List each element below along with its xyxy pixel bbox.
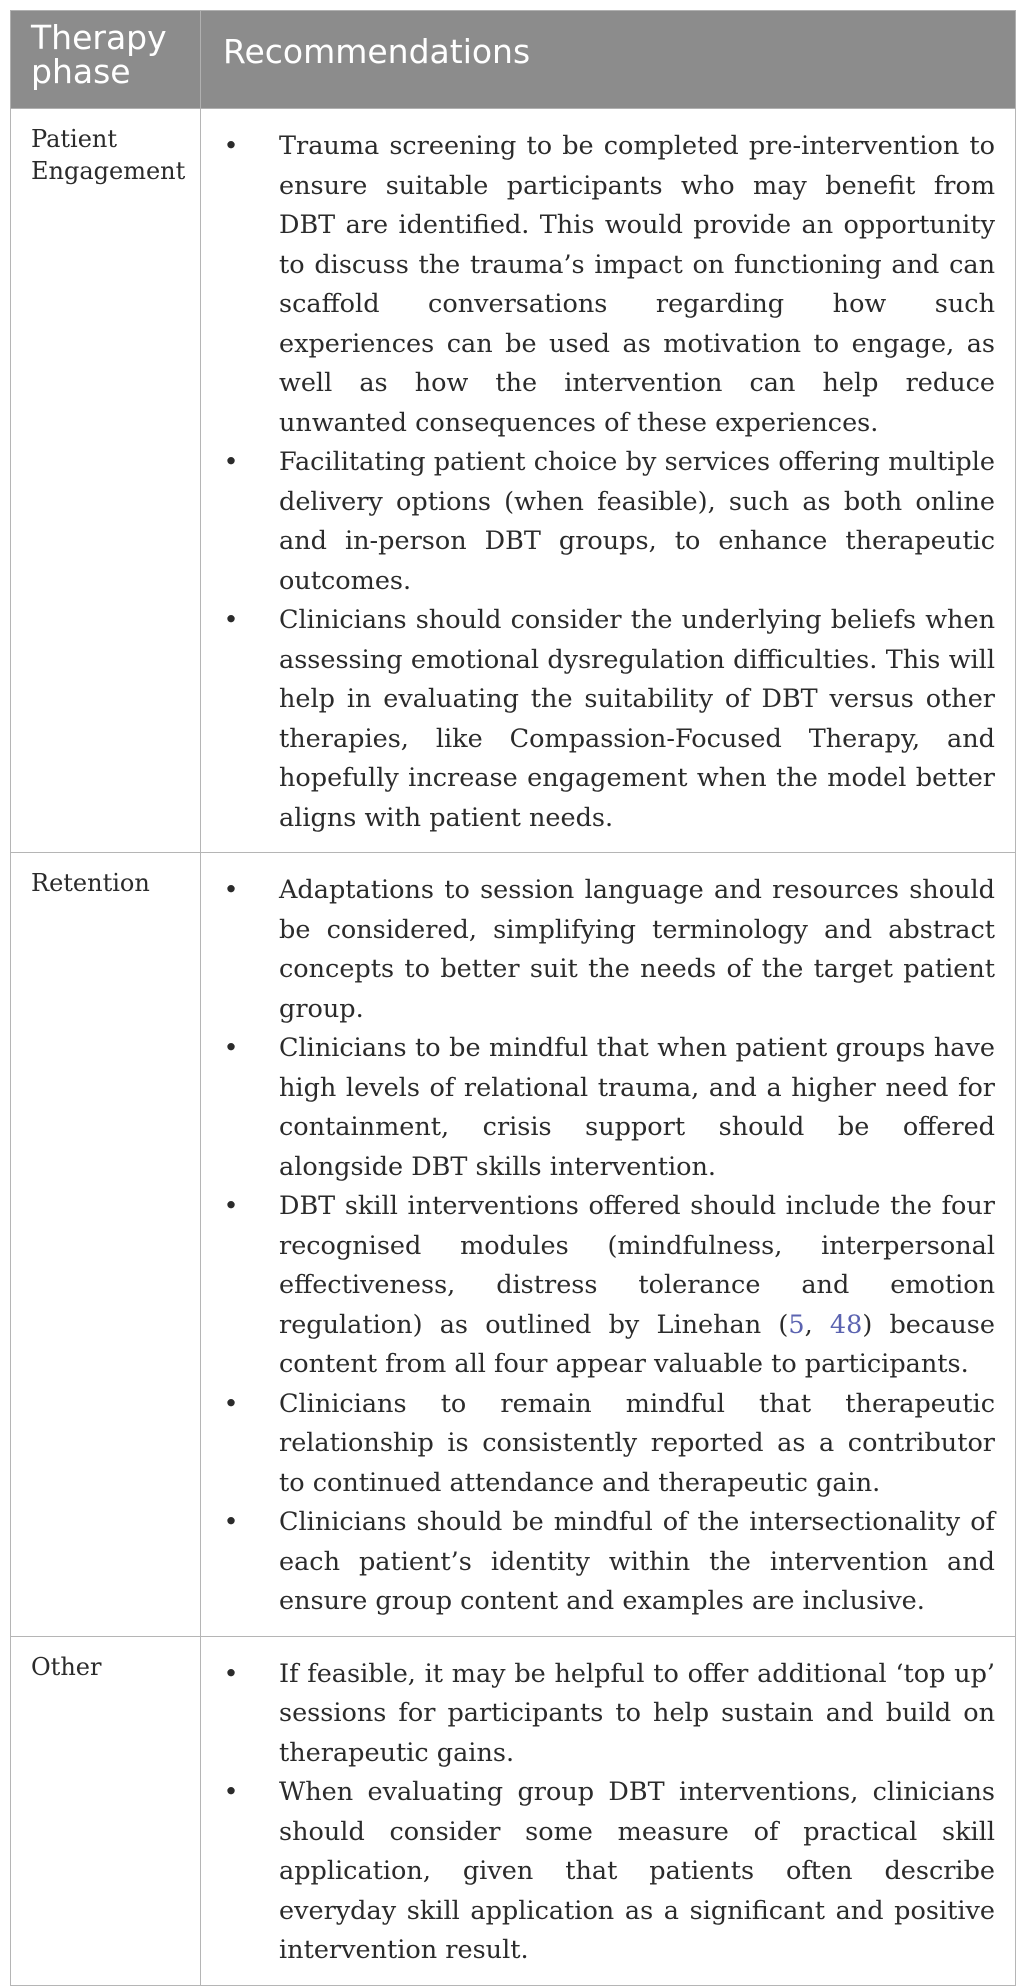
table-header-row: [11, 11, 1016, 109]
list-item: [201, 871, 995, 1029]
reference-link-48[interactable]: 48: [829, 1309, 863, 1340]
phase-cell: Retention: [11, 853, 201, 1637]
recommendation-text: Clinicians should consider the underlying beliefs when assessing emotional dysregulation difficulties. This will help in evaluating the suitability of DBT versus other therapies, like Compassion-Focused Therapy, and hopefully increase engagement when the model better aligns with patient needs.: [279, 605, 995, 833]
header-therapy-phase: Therapy phase: [11, 11, 201, 109]
bullet-icon: •: [223, 447, 239, 477]
list-item: [201, 1503, 995, 1622]
recommendations-table-container: [10, 10, 1015, 1986]
recommendation-list: [201, 871, 995, 1622]
recommendation-list: [201, 1655, 995, 1971]
bullet-icon: •: [223, 1191, 239, 1221]
recommendation-text: [279, 1191, 995, 1379]
table-row: [11, 1636, 1016, 1985]
recommendation-list: [201, 127, 995, 838]
list-item: [201, 1029, 995, 1187]
recommendation-text: If feasible, it may be helpful to offer additional ‘top up’ sessions for participants to help sustain and build on therapeutic gains.: [279, 1658, 995, 1768]
bullet-icon: •: [223, 131, 239, 161]
list-item: [201, 1655, 995, 1774]
recommendations-cell: [201, 109, 1016, 853]
list-item: [201, 443, 995, 601]
list-item: [201, 127, 995, 443]
list-item: [201, 1773, 995, 1971]
recommendation-text: Clinicians to remain mindful that therapeutic relationship is consistently reported as a contributor to continued attendance and therapeutic gain.: [279, 1388, 995, 1498]
recommendation-text-after: ) because content from all four appear valuable to participants.: [279, 1309, 995, 1379]
reference-link-5[interactable]: 5: [788, 1309, 805, 1340]
list-item: [201, 1385, 995, 1504]
bullet-icon: •: [223, 1388, 239, 1419]
reference-separator: ,: [804, 1309, 830, 1340]
recommendation-text: Trauma screening to be completed pre-intervention to ensure suitable participants who may benefit from DBT are identified. This would provide an opportunity to discuss the trauma’s impact on functioning and can scaffold conversations regarding how such experiences can be used as motivation to engage, as well as how the intervention can help reduce unwanted consequences of these experiences.: [279, 131, 995, 438]
bullet-icon: •: [223, 605, 239, 635]
bullet-icon: •: [223, 875, 239, 905]
table-row: [11, 853, 1016, 1637]
recommendation-text: Clinicians should be mindful of the intersectionality of each patient’s identity within the intervention and ensure group content and examples are inclusive.: [279, 1507, 995, 1616]
bullet-icon: •: [223, 1033, 239, 1063]
phase-cell: Other: [11, 1636, 201, 1985]
list-item: [201, 1187, 995, 1385]
recommendation-text: When evaluating group DBT interventions, clinicians should consider some measure of practical skill application, given that patients often describe everyday skill application as a significant and positive intervention result.: [279, 1777, 995, 1965]
bullet-icon: •: [223, 1507, 239, 1537]
recommendation-text: Adaptations to session language and resources should be considered, simplifying terminology and abstract concepts to better suit the needs of the target patient group.: [279, 875, 995, 1024]
recommendation-text: Facilitating patient choice by services offering multiple delivery options (when feasible), such as both online and in-person DBT groups, to enhance therapeutic outcomes.: [279, 447, 995, 596]
recommendations-table: [10, 10, 1016, 1986]
table-row: [11, 109, 1016, 853]
header-recommendations: Recommendations: [201, 11, 1016, 109]
list-item: [201, 601, 995, 838]
recommendations-cell: [201, 853, 1016, 1637]
recommendation-text: Clinicians to be mindful that when patient groups have high levels of relational trauma, and a higher need for containment, crisis support should be offered alongside DBT skills intervention.: [279, 1033, 995, 1182]
bullet-icon: •: [223, 1658, 239, 1689]
recommendation-text-before: DBT skill interventions offered should include the four recognised modules (mindfulness, interpersonal effectiveness, distress tolerance and emotion regulation) as outlined by Linehan (: [279, 1191, 995, 1340]
bullet-icon: •: [223, 1777, 239, 1807]
recommendations-cell: [201, 1636, 1016, 1985]
phase-cell: Patient Engagement: [11, 109, 201, 853]
